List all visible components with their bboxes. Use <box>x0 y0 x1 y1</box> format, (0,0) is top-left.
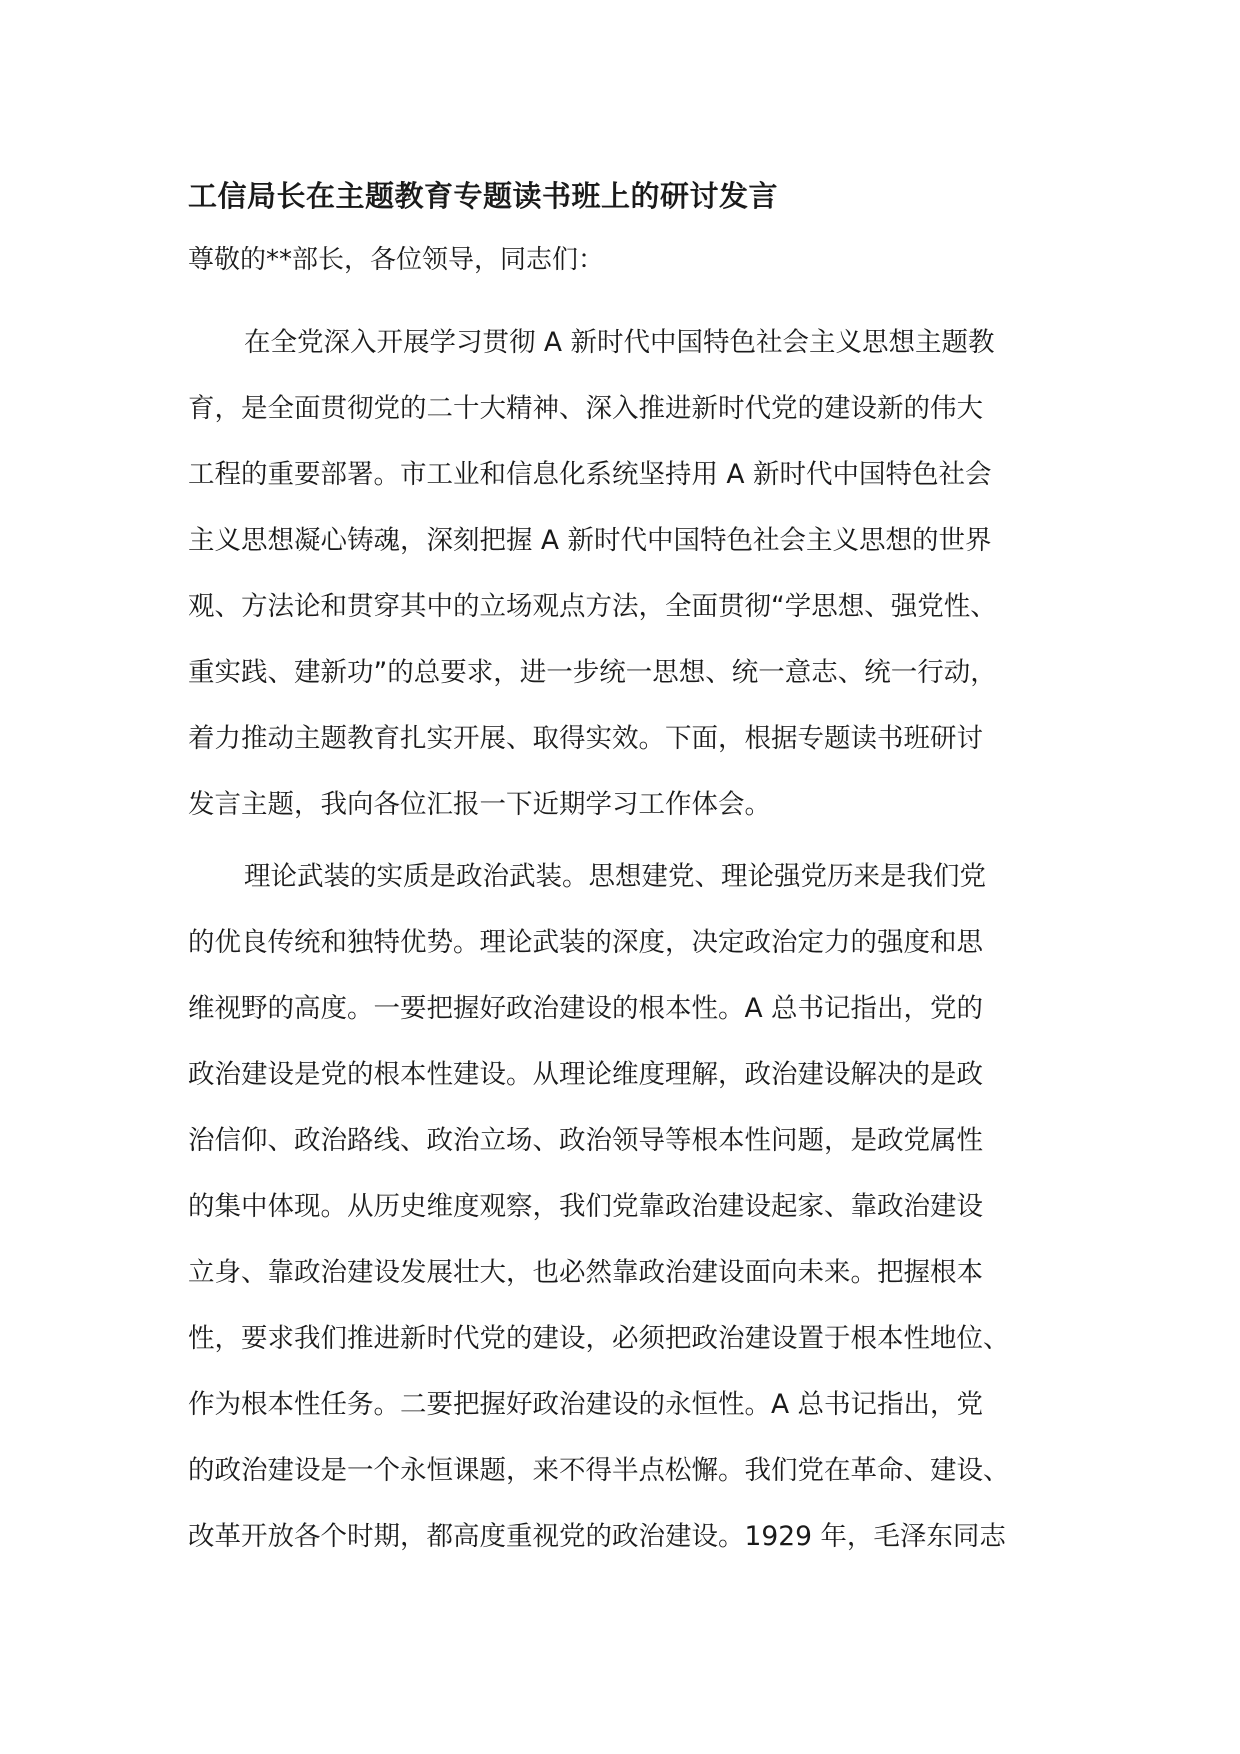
paragraph-line: 改革开放各个时期，都高度重视党的政治建设。1929 年，毛泽东同志 <box>188 1521 1006 1552</box>
paragraph-theory <box>188 844 1050 1570</box>
paragraph-line: 立身、靠政治建设发展壮大，也必然靠政治建设面向未来。把握根本 <box>188 1257 983 1288</box>
paragraph-line: 政治建设是党的根本性建设。从理论维度理解，政治建设解决的是政 <box>188 1059 983 1090</box>
paragraph-intro <box>188 310 1050 838</box>
paragraph-line: 的集中体现。从历史维度观察，我们党靠政治建设起家、靠政治建设 <box>188 1191 983 1222</box>
paragraph-line: 性，要求我们推进新时代党的建设，必须把政治建设置于根本性地位、 <box>188 1323 1010 1354</box>
paragraph-line: 作为根本性任务。二要把握好政治建设的永恒性。A 总书记指出，党 <box>188 1389 984 1420</box>
paragraph-line: 维视野的高度。一要把握好政治建设的根本性。A 总书记指出，党的 <box>188 993 984 1024</box>
document-title: 工信局长在主题教育专题读书班上的研讨发言 <box>188 179 779 213</box>
paragraph-line: 理论武装的实质是政治武装。思想建党、理论强党历来是我们党 <box>244 861 986 892</box>
paragraph-line: 着力推动主题教育扎实开展、取得实效。下面，根据专题读书班研讨 <box>188 723 983 754</box>
paragraph-line: 主义思想凝心铸魂，深刻把握 A 新时代中国特色社会主义思想的世界 <box>188 525 992 556</box>
paragraph-line: 的政治建设是一个永恒课题，来不得半点松懈。我们党在革命、建设、 <box>188 1455 1010 1486</box>
paragraph-line: 发言主题，我向各位汇报一下近期学习工作体会。 <box>188 789 771 820</box>
paragraph-line: 观、方法论和贯穿其中的立场观点方法，全面贯彻“学思想、强党性、 <box>188 591 997 622</box>
paragraph-line: 重实践、建新功”的总要求，进一步统一思想、统一意志、统一行动， <box>188 657 997 688</box>
paragraph-line: 育，是全面贯彻党的二十大精神、深入推进新时代党的建设新的伟大 <box>188 393 983 424</box>
paragraph-line: 的优良传统和独特优势。理论武装的深度，决定政治定力的强度和思 <box>188 927 983 958</box>
paragraph-line: 在全党深入开展学习贯彻 A 新时代中国特色社会主义思想主题教 <box>244 327 995 358</box>
salutation: 尊敬的**部长，各位领导，同志们： <box>188 245 605 275</box>
paragraph-line: 治信仰、政治路线、政治立场、政治领导等根本性问题，是政党属性 <box>188 1125 983 1156</box>
paragraph-line: 工程的重要部署。市工业和信息化系统坚持用 A 新时代中国特色社会 <box>188 459 992 490</box>
